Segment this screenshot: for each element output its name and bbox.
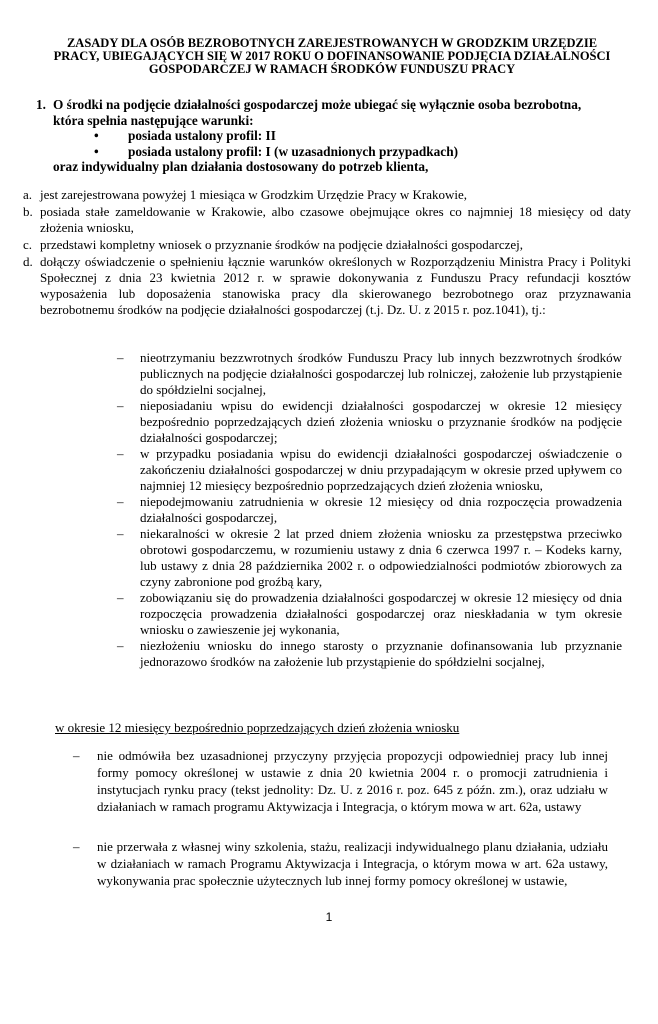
dash-icon: – [117, 590, 124, 605]
page-number: 1 [325, 910, 333, 924]
dash-icon: – [117, 494, 124, 509]
title-line-3: GOSPODARCZEJ W RAMACH ŚRODKÓW FUNDUSZU PRACY [148, 62, 516, 76]
title-line-2: PRACY, UBIEGAJĄCYCH SIĘ W 2017 ROKU O DOFINANSOWANIE PODJĘCIA DZIAŁALNOŚCI [53, 49, 611, 63]
condition-text: dołączy oświadczenie o spełnieniu łącznie warunków określonych w Rozporządzeniu Ministra Pracy i Polityki Społecznej z dnia 23 kwietnia 2012 r. w sprawie dokonywania z Funduszu Pracy refundacji kosztów wyposażenia lub doposażenia stanowiska pracy dla skierowanego bezrobotnego oraz przyznawania bezrobotnemu środków na podjęcie działalności gospodarczej (t.j. Dz. U. z 2015 r. poz.1041), tj.: [40, 254, 631, 317]
condition-text: posiada stałe zameldowanie w Krakowie, albo czasowe obejmujące okres co najmniej 18 miesięcy od daty złożenia wniosku, [40, 204, 631, 235]
condition-marker: d. [23, 254, 33, 269]
section-number: 1. [36, 97, 46, 112]
dash-icon: – [117, 446, 124, 461]
period-item [73, 747, 608, 815]
declaration-text: w przypadku posiadania wpisu do ewidencji działalności gospodarczej oświadczenie o zakończeniu działalności gospodarczej w dniu przypadającym w okresie przed upływem co najmniej 12 miesięcy bezpośrednio poprzedzających dzień złożenia wniosku, [140, 446, 622, 493]
declaration-text: niepodejmowaniu zatrudnienia w okresie 12 miesięcy od dnia rozpoczęcia prowadzenia działalności gospodarczej, [140, 494, 622, 525]
condition-item [23, 237, 631, 253]
declaration-item [117, 446, 622, 494]
title-line-1: ZASADY DLA OSÓB BEZROBOTNYCH ZAREJESTROWANYCH W GRODZKIM URZĘDZIE [66, 36, 598, 50]
section-1-line-3: oraz indywidualny plan działania dostosowany do potrzeb klienta, [53, 159, 429, 174]
section-1-line-1: O środki na podjęcie działalności gospodarczej może ubiegać się wyłącznie osoba bezrobotna, [53, 97, 582, 112]
declaration-text: nieposiadaniu wpisu do ewidencji działalności gospodarczej w okresie 12 miesięcy bezpośrednio poprzedzających dzień złożenia wniosku o przyznanie środków na podjęcie działalności gospodarczej; [140, 398, 622, 445]
dash-icon: – [117, 350, 124, 365]
condition-item [23, 187, 631, 203]
condition-text: jest zarejestrowana powyżej 1 miesiąca w Grodzkim Urzędzie Pracy w Krakowie, [40, 187, 468, 202]
declaration-text: nieotrzymaniu bezzwrotnych środków Funduszu Pracy lub innych bezzwrotnych środków publicznych na podjęcie działalności gospodarczej lub rolniczej, założenie lub przystąpienie do spółdzielni socjalnej, [140, 350, 622, 397]
declaration-item [117, 494, 622, 526]
condition-marker: a. [23, 187, 33, 202]
section-1 [36, 97, 626, 175]
condition-item [23, 204, 631, 236]
dash-icon: – [117, 638, 124, 653]
profile-bullet-text: posiada ustalony profil: I (w uzasadnionych przypadkach) [128, 143, 459, 159]
period-item-text: nie przerwała z własnej winy szkolenia, stażu, realizacji indywidualnego planu działania, udziału w działaniach w ramach Programu Aktywizacja i Integracja, o którym mowa w art. 62a ustawy, wykonywania prac społecznie użytecznych lub innej formy pomocy określonej w ustawie, [97, 839, 608, 888]
declaration-item [117, 398, 622, 446]
dash-icon: – [73, 748, 80, 763]
condition-marker: b. [23, 204, 33, 219]
period-item-text: nie odmówiła bez uzasadnionej przyczyny przyjęcia propozycji odpowiedniej pracy lub innej formy pomocy określonej w ustawie z dnia 20 kwietnia 2004 r. o promocji zatrudnienia i instytucjach rynku pracy (tekst jednolity: Dz. U. z 2016 r. poz. 645 z późn. zm.), oraz udziału w działaniach w ramach programu Aktywizacja i Integracja, o którym mowa w art. 62a, ustawy [97, 748, 608, 814]
bullet-icon: • [94, 128, 99, 143]
declarations-list [117, 350, 622, 670]
condition-item [23, 254, 631, 318]
profile-bullet-text: posiada ustalony profil: II [128, 128, 276, 143]
period-heading: w okresie 12 miesięcy bezpośrednio poprzedzających dzień złożenia wniosku [55, 720, 460, 735]
document-title [52, 37, 612, 76]
profile-bullet-1 [36, 128, 626, 144]
dash-icon: – [117, 398, 124, 413]
declaration-item [117, 350, 622, 398]
condition-marker: c. [23, 237, 33, 252]
declaration-item [117, 638, 622, 670]
period-item [73, 838, 608, 889]
declaration-item [117, 590, 622, 638]
declaration-item [117, 526, 622, 590]
declaration-text: zobowiązaniu się do prowadzenia działalności gospodarczej w okresie 12 miesięcy od dnia rozpoczęcia prowadzenia działalności gospodarczej oraz nieskładania w tym okresie wniosku o zawieszenie jej wykonania, [140, 590, 622, 637]
profile-bullet-2 [36, 144, 626, 160]
dash-icon: – [117, 526, 124, 541]
conditions-list [23, 187, 631, 319]
bullet-icon: • [94, 143, 99, 159]
declaration-text: niezłożeniu wniosku do innego starosty o przyznanie dofinansowania lub przyznanie jednorazowo środków na założenie lub przystąpienie do spółdzielni socjalnej, [140, 638, 622, 669]
condition-text: przedstawi kompletny wniosek o przyznanie środków na podjęcie działalności gospodarczej, [40, 237, 524, 252]
declaration-text: niekaralności w okresie 2 lat przed dniem złożenia wniosku za przestępstwa przeciwko obrotowi gospodarczemu, w rozumieniu ustawy z dnia 6 czerwca 1997 r. – Kodeks karny, lub ustawy z dnia 28 października 2002 r. o odpowiedzialności podmiotów zbiorowych za czyny zabronione pod groźbą kary, [140, 526, 622, 589]
dash-icon: – [73, 839, 80, 854]
section-1-line-2: która spełnia następujące warunki: [53, 112, 254, 128]
